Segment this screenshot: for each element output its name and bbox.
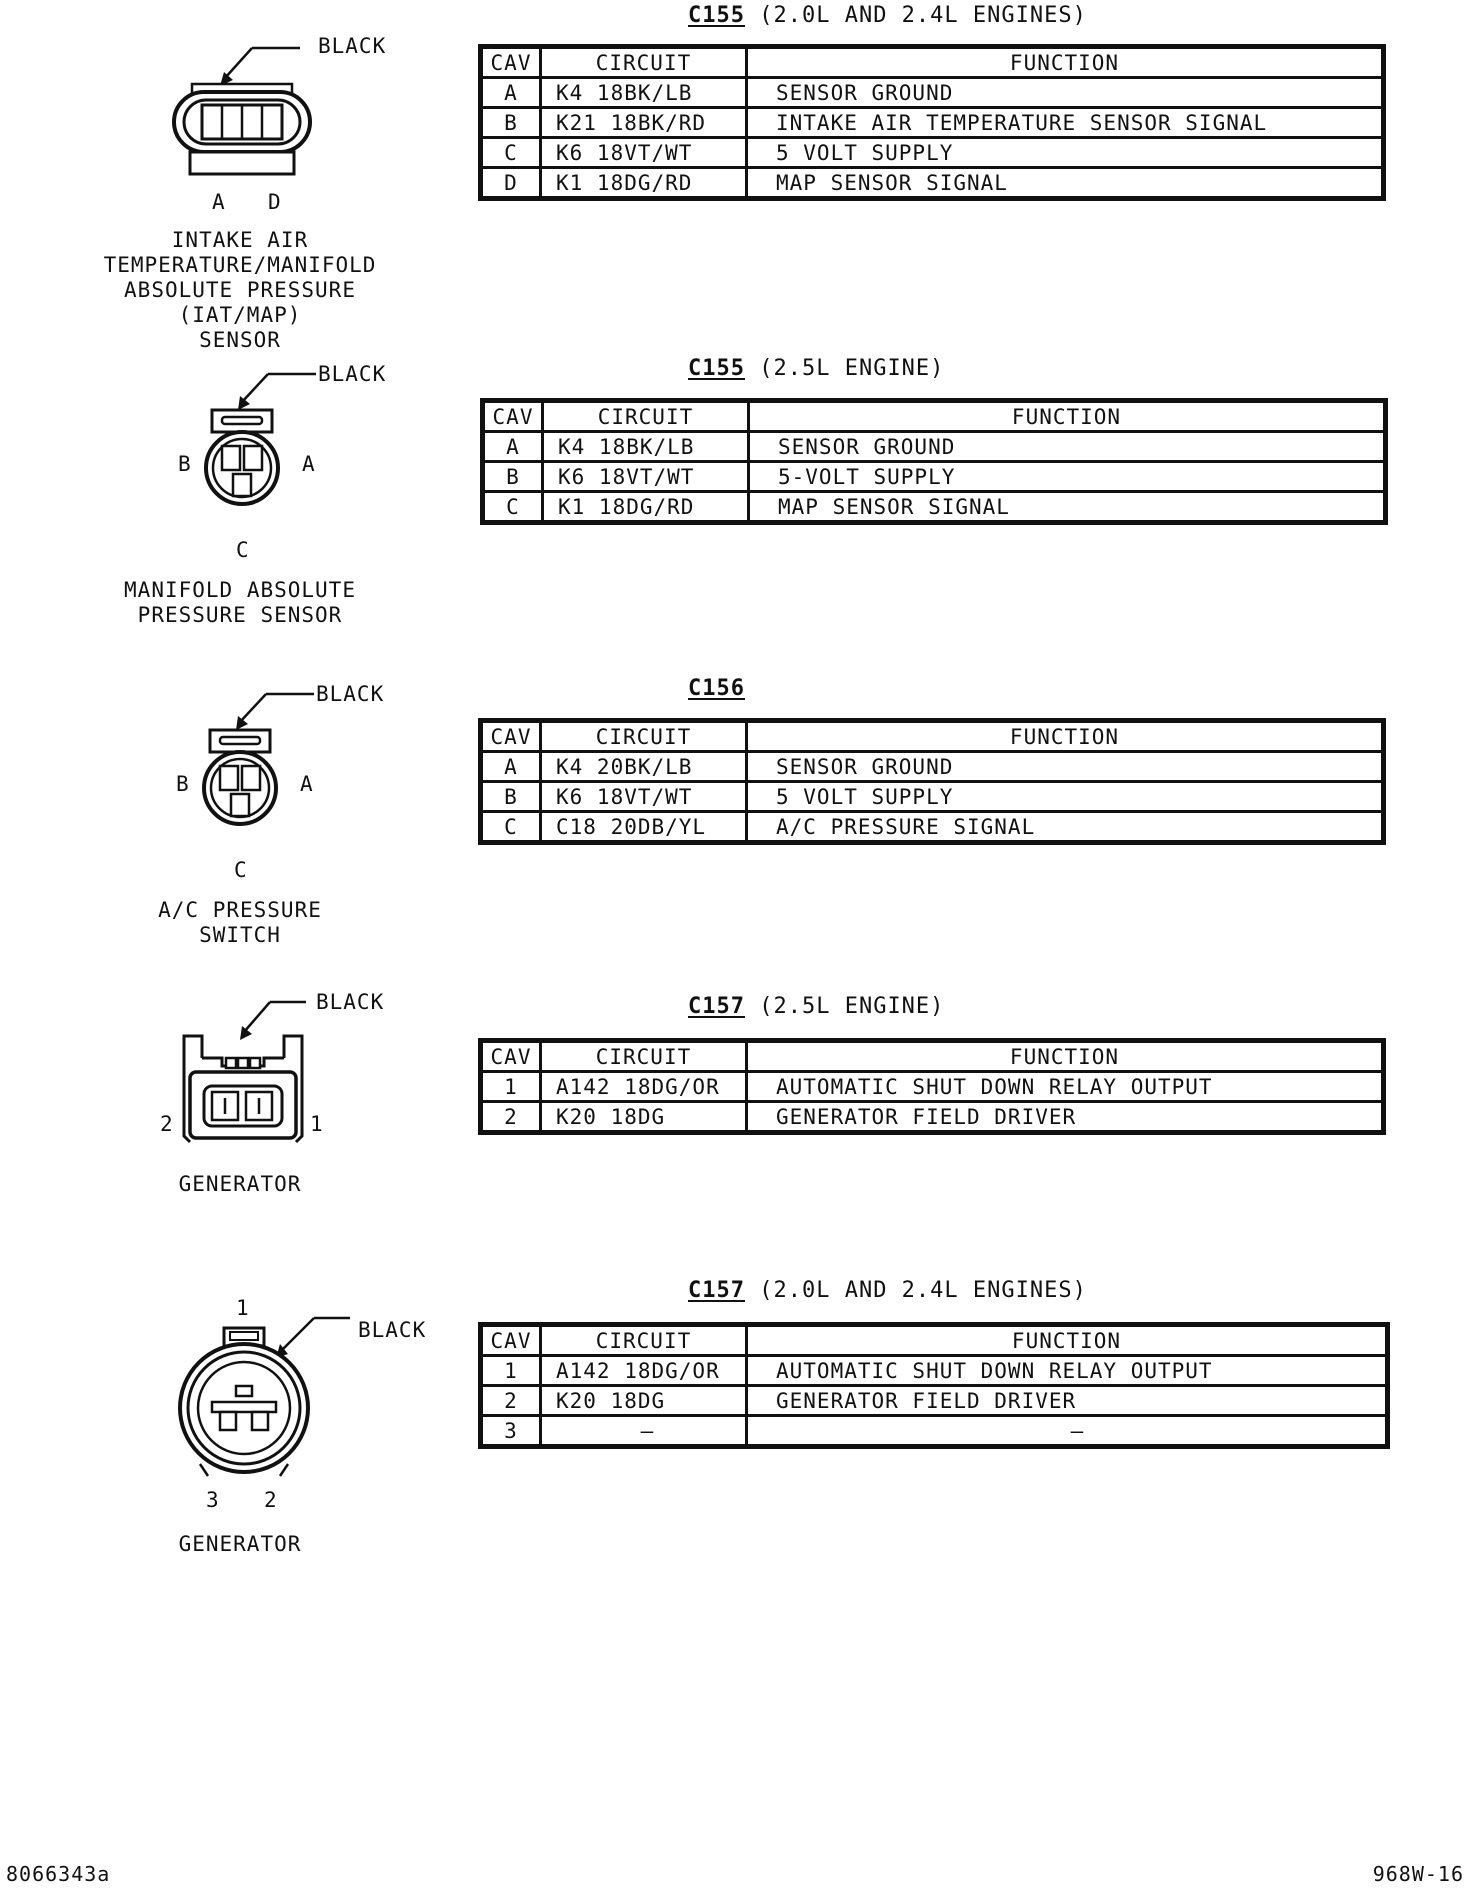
function-cell: SENSOR GROUND	[749, 432, 1386, 462]
table-row	[483, 432, 1386, 462]
pin-label: 1	[310, 1112, 324, 1136]
column-header: CIRCUIT	[541, 47, 747, 78]
connector-heading	[688, 676, 745, 701]
component-caption: INTAKE AIR TEMPERATURE/MANIFOLD ABSOLUTE PRESSURE (IAT/MAP) SENSOR	[103, 228, 377, 352]
table-header-row	[481, 1325, 1388, 1356]
pin-label: B	[178, 452, 192, 476]
pin-label: 3	[206, 1488, 220, 1512]
function-cell: INTAKE AIR TEMPERATURE SENSOR SIGNAL	[747, 108, 1384, 138]
table-row	[481, 812, 1384, 843]
component-caption: GENERATOR	[178, 1172, 302, 1196]
pin-label: A	[300, 772, 314, 796]
circuit-cell: K1 18DG/RD	[543, 492, 749, 523]
table-row	[481, 168, 1384, 199]
table-row	[481, 1072, 1384, 1102]
circuit-cell: K20 18DG	[541, 1102, 747, 1133]
column-header: CAV	[481, 721, 541, 752]
circuit-cell: K4 18BK/LB	[543, 432, 749, 462]
ac-pressure-switch-connector-icon	[198, 692, 308, 842]
pin-label: A	[302, 452, 316, 476]
table-row	[481, 752, 1384, 782]
column-header: FUNCTION	[749, 401, 1386, 432]
pin-label: 2	[264, 1488, 278, 1512]
table-header-row	[481, 721, 1384, 752]
color-label: BLACK	[316, 990, 385, 1014]
connector-heading	[688, 1278, 1087, 1303]
table-row	[481, 1386, 1388, 1416]
circuit-cell: C18 20DB/YL	[541, 812, 747, 843]
column-header: FUNCTION	[747, 1041, 1384, 1072]
column-header: CAV	[481, 1041, 541, 1072]
cav-cell: B	[481, 108, 541, 138]
cav-cell: 2	[481, 1386, 541, 1416]
function-cell: GENERATOR FIELD DRIVER	[747, 1386, 1388, 1416]
function-cell: MAP SENSOR SIGNAL	[749, 492, 1386, 523]
column-header: FUNCTION	[747, 47, 1384, 78]
color-label: BLACK	[318, 362, 387, 386]
cav-cell: 2	[481, 1102, 541, 1133]
connector-note: (2.5L ENGINE)	[759, 994, 945, 1019]
table-row	[481, 1356, 1388, 1386]
pinout-table	[478, 1038, 1386, 1135]
table-row	[483, 462, 1386, 492]
circuit-cell: K6 18VT/WT	[541, 138, 747, 168]
function-cell: SENSOR GROUND	[747, 752, 1384, 782]
table-row	[481, 108, 1384, 138]
figure-id: 8066343a	[6, 1862, 111, 1886]
cav-cell: A	[481, 78, 541, 108]
connector-note: (2.5L ENGINE)	[759, 356, 945, 381]
function-cell: 5-VOLT SUPPLY	[749, 462, 1386, 492]
circuit-cell: K4 20BK/LB	[541, 752, 747, 782]
function-cell: A/C PRESSURE SIGNAL	[747, 812, 1384, 843]
column-header: CAV	[481, 1325, 541, 1356]
table-header-row	[481, 1041, 1384, 1072]
column-header: CAV	[481, 47, 541, 78]
cav-cell: B	[483, 462, 543, 492]
column-header: CAV	[483, 401, 543, 432]
pinout-table	[480, 398, 1388, 525]
function-cell: 5 VOLT SUPPLY	[747, 138, 1384, 168]
cav-cell: C	[483, 492, 543, 523]
circuit-cell: K4 18BK/LB	[541, 78, 747, 108]
circuit-cell: K21 18BK/RD	[541, 108, 747, 138]
cav-cell: B	[481, 782, 541, 812]
column-header: CIRCUIT	[541, 1041, 747, 1072]
function-cell: AUTOMATIC SHUT DOWN RELAY OUTPUT	[747, 1356, 1388, 1386]
cav-cell: 1	[481, 1072, 541, 1102]
column-header: CIRCUIT	[541, 721, 747, 752]
circuit-cell: K20 18DG	[541, 1386, 747, 1416]
cav-cell: 3	[481, 1416, 541, 1447]
table-header-row	[481, 47, 1384, 78]
function-cell: –	[747, 1416, 1388, 1447]
pin-label: B	[176, 772, 190, 796]
color-label: BLACK	[358, 1318, 427, 1342]
connector-heading	[688, 994, 944, 1019]
pin-label: 1	[236, 1296, 250, 1320]
table-row	[481, 78, 1384, 108]
connector-id: C157	[688, 1278, 745, 1303]
page-reference: 968W-16	[1372, 1862, 1464, 1886]
connector-id: C156	[688, 676, 745, 701]
cav-cell: C	[481, 812, 541, 843]
connector-heading	[688, 356, 944, 381]
circuit-cell: K1 18DG/RD	[541, 168, 747, 199]
column-header: FUNCTION	[747, 721, 1384, 752]
pin-label: C	[234, 858, 248, 882]
pin-label: D	[268, 190, 282, 214]
cav-cell: D	[481, 168, 541, 199]
pin-label: C	[236, 538, 250, 562]
table-row	[483, 492, 1386, 523]
cav-cell: A	[481, 752, 541, 782]
circuit-cell: –	[541, 1416, 747, 1447]
table-header-row	[483, 401, 1386, 432]
color-label: BLACK	[316, 682, 385, 706]
cav-cell: 1	[481, 1356, 541, 1386]
circuit-cell: A142 18DG/OR	[541, 1356, 747, 1386]
function-cell: MAP SENSOR SIGNAL	[747, 168, 1384, 199]
generator-2-pin-connector-icon	[180, 996, 310, 1146]
component-caption: A/C PRESSURE SWITCH	[158, 898, 322, 947]
table-row	[481, 1102, 1384, 1133]
circuit-cell: A142 18DG/OR	[541, 1072, 747, 1102]
cav-cell: A	[483, 432, 543, 462]
table-row	[481, 138, 1384, 168]
function-cell: GENERATOR FIELD DRIVER	[747, 1102, 1384, 1133]
iat-map-sensor-connector-icon	[170, 60, 320, 180]
pinout-table	[478, 1322, 1390, 1449]
component-caption: GENERATOR	[178, 1532, 302, 1556]
circuit-cell: K6 18VT/WT	[543, 462, 749, 492]
pin-label: 2	[160, 1112, 174, 1136]
function-cell: AUTOMATIC SHUT DOWN RELAY OUTPUT	[747, 1072, 1384, 1102]
connector-id: C155	[688, 3, 745, 28]
circuit-cell: K6 18VT/WT	[541, 782, 747, 812]
pin-label: A	[212, 190, 226, 214]
cav-cell: C	[481, 138, 541, 168]
column-header: CIRCUIT	[541, 1325, 747, 1356]
pinout-table	[478, 44, 1386, 201]
table-row	[481, 1416, 1388, 1447]
map-sensor-connector-icon	[200, 372, 310, 522]
connector-note: (2.0L AND 2.4L ENGINES)	[759, 3, 1087, 28]
column-header: CIRCUIT	[543, 401, 749, 432]
function-cell: SENSOR GROUND	[747, 78, 1384, 108]
function-cell: 5 VOLT SUPPLY	[747, 782, 1384, 812]
pinout-table	[478, 718, 1386, 845]
generator-3-pin-connector-icon	[170, 1314, 340, 1484]
color-label: BLACK	[318, 34, 387, 58]
connector-note: (2.0L AND 2.4L ENGINES)	[759, 1278, 1087, 1303]
column-header: FUNCTION	[747, 1325, 1388, 1356]
connector-heading	[688, 3, 1087, 28]
connector-id: C157	[688, 994, 745, 1019]
component-caption: MANIFOLD ABSOLUTE PRESSURE SENSOR	[124, 578, 356, 627]
connector-id: C155	[688, 356, 745, 381]
table-row	[481, 782, 1384, 812]
